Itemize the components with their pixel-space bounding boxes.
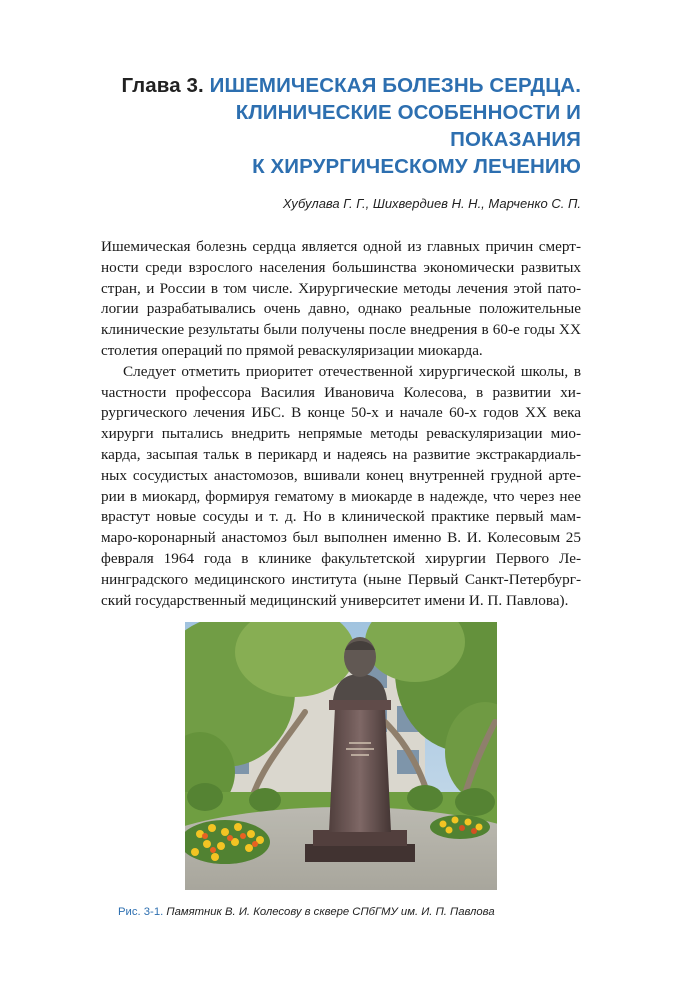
figure-caption-text: Памятник В. И. Колесову в сквере СПбГМУ им. И. П. Павлова: [166, 906, 495, 918]
figure-label: Рис. 3-1.: [118, 906, 164, 918]
chapter-title-line-1: ИШЕМИЧЕСКАЯ БОЛЕЗНЬ СЕРДЦА.: [209, 74, 581, 97]
body-text: [101, 237, 581, 611]
chapter-title-line-3: К ХИРУРГИЧЕСКОМУ ЛЕЧЕНИЮ: [252, 155, 581, 178]
chapter-heading: [101, 72, 581, 180]
chapter-heading-line-1: [101, 72, 581, 99]
paragraph-1: Ишемическая болезнь сердца является одной из главных причин смертности среди взрослого населения большинства экономически развитых стран, и России в том числе. Хирургические методы лечения этой патологии разрабатывались очень давно, однако реальные положительные клинические результаты были получены после внедрения в 60-е годы XX столетия операций по прямой реваскуляризации миокарда.: [101, 238, 581, 359]
chapter-number: Глава 3.: [121, 74, 204, 97]
figure-caption: [118, 906, 495, 918]
chapter-authors: Хубулава Г. Г., Шихвердиев Н. Н., Марченко С. П.: [282, 196, 581, 211]
paragraph-2: Следует отметить приоритет отечественной хирургической школы, в частности профессора Василия Ивановича Колесова, в развитии хирургического лечения ИБС. В конце 50-х и начале 60-х годов XX века хирурги пытались внедрить непрямые методы реваскуляризации миокарда, засыпая тальк в перикард и надеясь на развитие экстракардиальных сосудистых анастомозов, вшивали конец внутренней грудной артерии в миокард, формируя гематому в миокарде в надежде, что через нее врастут новые сосуды и т. д. Но в клинической практике первый маммаро-коронарный анастомоз был выполнен именно В. И. Колесовым 25 февраля 1964 года в клинике факультетской хирургии Первого Ленинградского медицинского института (ныне Первый Санкт-Петербургский государственный медицинский университет имени И. П. Павлова).: [101, 362, 581, 609]
chapter-title-line-2: КЛИНИЧЕСКИЕ ОСОБЕННОСТИ И ПОКАЗАНИЯ: [235, 101, 581, 151]
figure-photo: [185, 622, 497, 890]
monument-photo-illustration: [185, 622, 497, 890]
